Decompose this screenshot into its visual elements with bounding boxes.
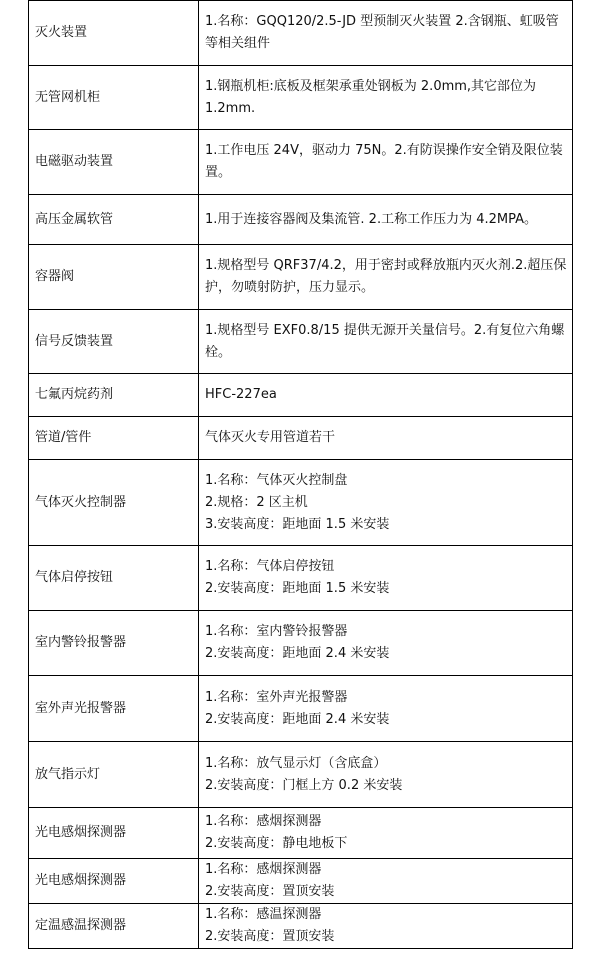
- spec-line: 气体灭火专用管道若干: [205, 430, 336, 445]
- item-spec-cell: [199, 904, 573, 949]
- item-name-cell: 信号反馈装置: [29, 310, 199, 374]
- item-spec-cell: [199, 460, 573, 546]
- table-row: [29, 417, 573, 460]
- table-row: [29, 195, 573, 245]
- item-name-cell: 室内警铃报警器: [29, 611, 199, 676]
- item-spec-cell: [199, 808, 573, 859]
- spec-line: 2.安装高度：距地面 2.4 米安装: [205, 711, 390, 727]
- item-spec-cell: [199, 859, 573, 904]
- spec-line: 1.规格型号 QRF37/4.2，用于密封或释放瓶内灭火剂.2.超压保护，勿喷射防护，压力显示。: [205, 258, 567, 295]
- spec-line: 2.安装高度：置顶安装: [205, 884, 335, 899]
- item-name-cell: 电磁驱动装置: [29, 130, 199, 195]
- item-name-cell: 光电感烟探测器: [29, 808, 199, 859]
- item-spec-cell: [199, 130, 573, 195]
- spec-line: 1.名称：GQQ120/2.5-JD 型预制灭火装置 2.含钢瓶、虹吸管等相关组件: [205, 14, 559, 51]
- table-row: [29, 66, 573, 130]
- table-body: [29, 1, 573, 949]
- item-name-cell: 气体灭火控制器: [29, 460, 199, 546]
- item-spec-cell: [199, 417, 573, 460]
- spec-line: 2.安装高度：置顶安装: [205, 929, 335, 944]
- item-name-cell: 光电感烟探测器: [29, 859, 199, 904]
- spec-line: 2.规格：2 区主机: [205, 494, 308, 510]
- spec-line: 1.用于连接容器阀及集流管. 2.工称工作压力为 4.2MPA。: [205, 211, 537, 227]
- spec-line: 2.安装高度：距地面 2.4 米安装: [205, 646, 390, 661]
- item-name-cell: 放气指示灯: [29, 742, 199, 808]
- table-row: [29, 676, 573, 742]
- spec-line: HFC-227ea: [205, 387, 277, 402]
- item-spec-cell: [199, 676, 573, 742]
- table-row: [29, 245, 573, 310]
- table-row: [29, 742, 573, 808]
- spec-line: 2.安装高度：距地面 1.5 米安装: [205, 581, 390, 596]
- item-name-cell: 无管网机柜: [29, 66, 199, 130]
- table-row: [29, 611, 573, 676]
- item-spec-cell: [199, 66, 573, 130]
- spec-line: 1.名称：感烟探测器: [205, 862, 322, 877]
- item-name-cell: 气体启停按钮: [29, 546, 199, 611]
- table-row: [29, 374, 573, 417]
- spec-line: 1.名称：放气显示灯（含底盒）: [205, 755, 387, 771]
- spec-line: 1.名称：室外声光报警器: [205, 689, 348, 705]
- table-row: [29, 808, 573, 859]
- spec-line: 1.规格型号 EXF0.8/15 提供无源开关量信号。2.有复位六角螺栓。: [205, 322, 565, 360]
- spec-line: 1.钢瓶机柜:底板及框架承重处钢板为 2.0mm,其它部位为 1.2mm.: [205, 78, 537, 116]
- item-name-cell: 定温感温探测器: [29, 904, 199, 949]
- item-spec-cell: [199, 611, 573, 676]
- item-name-cell: 高压金属软管: [29, 195, 199, 245]
- item-name-cell: 室外声光报警器: [29, 676, 199, 742]
- item-spec-cell: [199, 1, 573, 66]
- spec-line: 1.名称：感温探测器: [205, 907, 322, 922]
- table-row: [29, 130, 573, 195]
- table-row: [29, 460, 573, 546]
- table-row: [29, 310, 573, 374]
- table-row: [29, 904, 573, 949]
- item-spec-cell: [199, 195, 573, 245]
- spec-line: 3.安装高度：距地面 1.5 米安装: [205, 516, 390, 532]
- spec-line: 1.名称：室内警铃报警器: [205, 624, 348, 639]
- item-spec-cell: [199, 546, 573, 611]
- spec-line: 2.安装高度：门框上方 0.2 米安装: [205, 777, 403, 793]
- item-name-cell: 容器阀: [29, 245, 199, 310]
- item-name-cell: 七氟丙烷药剂: [29, 374, 199, 417]
- spec-line: 1.名称：气体灭火控制盘: [205, 472, 348, 488]
- spec-line: 1.名称：气体启停按钮: [205, 559, 335, 574]
- item-name-cell: 灭火装置: [29, 1, 199, 66]
- table-row: [29, 859, 573, 904]
- item-spec-cell: [199, 742, 573, 808]
- table-row: [29, 1, 573, 66]
- item-spec-cell: [199, 310, 573, 374]
- item-spec-cell: [199, 374, 573, 417]
- item-spec-cell: [199, 245, 573, 310]
- item-name-cell: 管道/管件: [29, 417, 199, 460]
- spec-line: 1.名称：感烟探测器: [205, 814, 322, 829]
- spec-line: 2.安装高度：静电地板下: [205, 836, 348, 851]
- table-row: [29, 546, 573, 611]
- spec-line: 1.工作电压 24V，驱动力 75N。2.有防误操作安全销及限位装置。: [205, 143, 563, 180]
- equipment-spec-table: [28, 0, 573, 949]
